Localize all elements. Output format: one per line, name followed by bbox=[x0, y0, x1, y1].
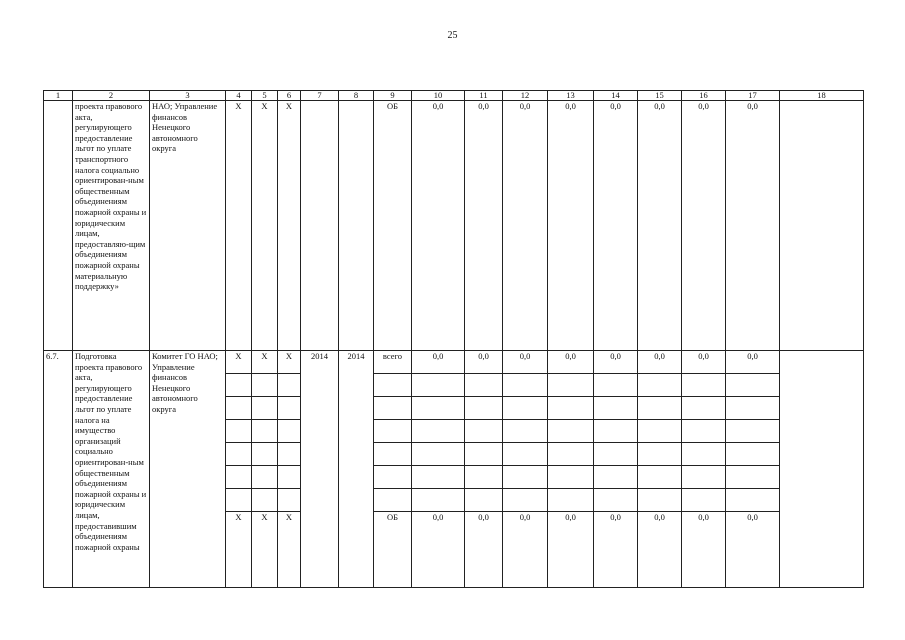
empty-cell bbox=[412, 397, 465, 420]
empty-cell bbox=[594, 489, 638, 512]
empty-cell bbox=[465, 420, 503, 443]
col-header: 10 bbox=[412, 91, 465, 101]
empty-cell bbox=[226, 397, 252, 420]
empty-cell bbox=[548, 443, 594, 466]
col-header: 4 bbox=[226, 91, 252, 101]
empty-cell bbox=[465, 443, 503, 466]
empty-cell bbox=[278, 420, 301, 443]
empty-cell bbox=[226, 466, 252, 489]
executor: Комитет ГО НАО; Управление финансов Ненецкого автономного округа bbox=[150, 351, 226, 588]
empty-cell bbox=[252, 466, 278, 489]
empty-cell bbox=[252, 489, 278, 512]
empty-cell bbox=[594, 466, 638, 489]
note-cell bbox=[780, 351, 864, 588]
empty-cell bbox=[548, 420, 594, 443]
empty-cell bbox=[465, 466, 503, 489]
empty-cell bbox=[374, 489, 412, 512]
empty-cell bbox=[465, 489, 503, 512]
empty-cell bbox=[682, 489, 726, 512]
empty-cell bbox=[503, 489, 548, 512]
empty-cell bbox=[638, 374, 682, 397]
empty-cell bbox=[278, 443, 301, 466]
value-cell: 0,0 bbox=[638, 351, 682, 374]
value-cell: 0,0 bbox=[412, 101, 465, 351]
value-cell: 0,0 bbox=[594, 512, 638, 588]
value-cell: 0,0 bbox=[594, 101, 638, 351]
empty-cell bbox=[374, 443, 412, 466]
activity-name: Подготовка проекта правового акта, регулирующего предоставление льгот по уплате налога на имущество организаций социально ориентирован-ным общественным объединениям пожарной охраны и юридическим лицам, предоставившим объединениям пожарной охраны bbox=[73, 351, 150, 588]
program-table bbox=[43, 90, 864, 588]
empty-cell bbox=[726, 466, 780, 489]
value-cell: 0,0 bbox=[412, 512, 465, 588]
value-cell: 0,0 bbox=[726, 512, 780, 588]
empty-cell bbox=[412, 489, 465, 512]
cell-col4: Х bbox=[226, 101, 252, 351]
funding-source: ОБ bbox=[374, 101, 412, 351]
empty-cell bbox=[594, 374, 638, 397]
empty-cell bbox=[726, 420, 780, 443]
value-cell: 0,0 bbox=[726, 351, 780, 374]
start-year: 2014 bbox=[301, 351, 339, 588]
empty-cell bbox=[682, 466, 726, 489]
value-cell: 0,0 bbox=[412, 351, 465, 374]
value-cell: 0,0 bbox=[682, 351, 726, 374]
empty-cell bbox=[252, 443, 278, 466]
empty-cell bbox=[252, 420, 278, 443]
start-year bbox=[301, 101, 339, 351]
empty-cell bbox=[252, 374, 278, 397]
empty-cell bbox=[638, 397, 682, 420]
empty-cell bbox=[503, 420, 548, 443]
empty-cell bbox=[226, 489, 252, 512]
value-cell: 0,0 bbox=[503, 101, 548, 351]
empty-cell bbox=[503, 466, 548, 489]
empty-cell bbox=[503, 443, 548, 466]
table-row bbox=[44, 351, 864, 374]
empty-cell bbox=[682, 397, 726, 420]
empty-cell bbox=[638, 420, 682, 443]
empty-cell bbox=[252, 397, 278, 420]
col-header: 11 bbox=[465, 91, 503, 101]
value-cell: 0,0 bbox=[638, 101, 682, 351]
empty-cell bbox=[548, 489, 594, 512]
value-cell: 0,0 bbox=[726, 101, 780, 351]
cell-col6: Х bbox=[278, 351, 301, 374]
end-year: 2014 bbox=[339, 351, 374, 588]
value-cell: 0,0 bbox=[465, 512, 503, 588]
empty-cell bbox=[226, 443, 252, 466]
end-year bbox=[339, 101, 374, 351]
col-header: 9 bbox=[374, 91, 412, 101]
value-cell: 0,0 bbox=[682, 512, 726, 588]
empty-cell bbox=[548, 374, 594, 397]
empty-cell bbox=[548, 466, 594, 489]
activity-name: проекта правового акта, регулирующего предоставление льгот по уплате транспортного налога социально ориентирован-ным общественным объединениям пожарной охраны и юридическим лицам, предоставляю-щим объединениям пожарной охраны материальную поддержку» bbox=[73, 101, 150, 351]
empty-cell bbox=[638, 489, 682, 512]
cell-col5: Х bbox=[252, 351, 278, 374]
empty-cell bbox=[682, 420, 726, 443]
empty-cell bbox=[503, 374, 548, 397]
item-number: 6.7. bbox=[44, 351, 73, 588]
empty-cell bbox=[726, 374, 780, 397]
note-cell bbox=[780, 101, 864, 351]
value-cell: 0,0 bbox=[503, 351, 548, 374]
cell-col4: Х bbox=[226, 351, 252, 374]
value-cell: 0,0 bbox=[548, 101, 594, 351]
empty-cell bbox=[374, 374, 412, 397]
col-header: 1 bbox=[44, 91, 73, 101]
col-header: 8 bbox=[339, 91, 374, 101]
empty-cell bbox=[465, 397, 503, 420]
value-cell: 0,0 bbox=[594, 351, 638, 374]
cell-col5: Х bbox=[252, 512, 278, 588]
empty-cell bbox=[726, 443, 780, 466]
empty-cell bbox=[594, 397, 638, 420]
empty-cell bbox=[682, 443, 726, 466]
empty-cell bbox=[503, 397, 548, 420]
empty-cell bbox=[278, 466, 301, 489]
empty-cell bbox=[278, 489, 301, 512]
table-row bbox=[44, 101, 864, 351]
empty-cell bbox=[412, 443, 465, 466]
col-header: 15 bbox=[638, 91, 682, 101]
empty-cell bbox=[412, 374, 465, 397]
empty-cell bbox=[374, 420, 412, 443]
empty-cell bbox=[278, 374, 301, 397]
empty-cell bbox=[374, 466, 412, 489]
empty-cell bbox=[726, 489, 780, 512]
col-header: 13 bbox=[548, 91, 594, 101]
cell-col6: Х bbox=[278, 512, 301, 588]
col-header: 14 bbox=[594, 91, 638, 101]
value-cell: 0,0 bbox=[548, 512, 594, 588]
value-cell: 0,0 bbox=[682, 101, 726, 351]
empty-cell bbox=[638, 466, 682, 489]
executor: НАО; Управление финансов Ненецкого автономного округа bbox=[150, 101, 226, 351]
item-number bbox=[44, 101, 73, 351]
empty-cell bbox=[548, 397, 594, 420]
col-header: 5 bbox=[252, 91, 278, 101]
empty-cell bbox=[226, 374, 252, 397]
value-cell: 0,0 bbox=[548, 351, 594, 374]
empty-cell bbox=[465, 374, 503, 397]
col-header: 16 bbox=[682, 91, 726, 101]
col-header: 3 bbox=[150, 91, 226, 101]
funding-source: всего bbox=[374, 351, 412, 374]
col-header: 6 bbox=[278, 91, 301, 101]
col-header: 18 bbox=[780, 91, 864, 101]
col-header: 17 bbox=[726, 91, 780, 101]
empty-cell bbox=[412, 466, 465, 489]
value-cell: 0,0 bbox=[465, 101, 503, 351]
column-number-row bbox=[44, 91, 864, 101]
cell-col6: Х bbox=[278, 101, 301, 351]
empty-cell bbox=[412, 420, 465, 443]
col-header: 7 bbox=[301, 91, 339, 101]
empty-cell bbox=[594, 420, 638, 443]
page-number: 25 bbox=[447, 30, 458, 41]
empty-cell bbox=[226, 420, 252, 443]
cell-col5: Х bbox=[252, 101, 278, 351]
value-cell: 0,0 bbox=[638, 512, 682, 588]
empty-cell bbox=[374, 397, 412, 420]
funding-source: ОБ bbox=[374, 512, 412, 588]
col-header: 2 bbox=[73, 91, 150, 101]
empty-cell bbox=[594, 443, 638, 466]
cell-col4: Х bbox=[226, 512, 252, 588]
empty-cell bbox=[638, 443, 682, 466]
value-cell: 0,0 bbox=[503, 512, 548, 588]
value-cell: 0,0 bbox=[465, 351, 503, 374]
empty-cell bbox=[726, 397, 780, 420]
col-header: 12 bbox=[503, 91, 548, 101]
empty-cell bbox=[278, 397, 301, 420]
empty-cell bbox=[682, 374, 726, 397]
